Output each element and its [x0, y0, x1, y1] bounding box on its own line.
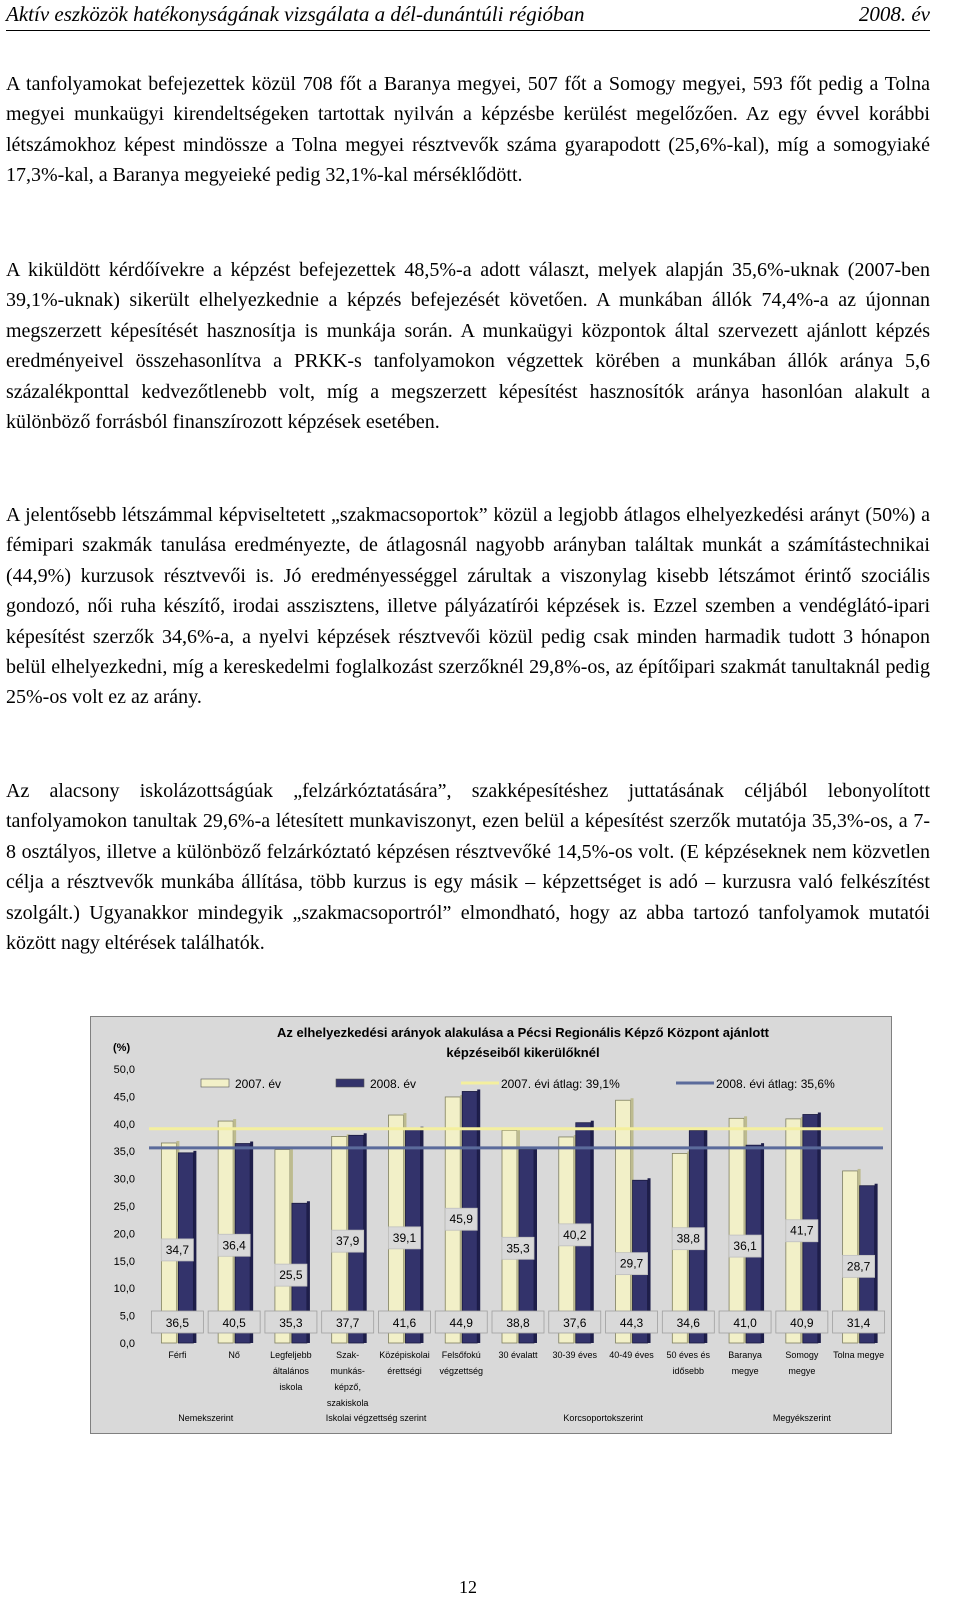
category-label: munkás- — [330, 1366, 365, 1376]
data-label-2007: 38,8 — [506, 1316, 530, 1330]
data-label-2008: 28,7 — [846, 1259, 871, 1274]
y-tick-label: 15,0 — [113, 1255, 135, 1268]
y-tick-label: 25,0 — [113, 1201, 135, 1213]
data-label-2007: 37,6 — [563, 1316, 587, 1330]
running-header — [6, 0, 930, 31]
data-label-2008: 38,8 — [676, 1231, 700, 1246]
bar-side-shade — [420, 1127, 423, 1343]
y-tick-label: 0,0 — [119, 1338, 135, 1350]
category-label: idősebb — [672, 1366, 705, 1376]
category-label: 50 éves és — [666, 1350, 711, 1360]
data-label-2007: 37,7 — [336, 1316, 360, 1330]
data-label-2007: 34,6 — [676, 1316, 700, 1330]
category-label: 40-49 éves — [609, 1350, 654, 1360]
data-label-2007: 41,0 — [733, 1316, 757, 1330]
legend-item-2008-swatch — [336, 1079, 364, 1087]
category-label: Tolna megye — [833, 1350, 885, 1360]
data-label-2008: 29,7 — [619, 1256, 644, 1271]
data-label-2008: 37,9 — [336, 1234, 360, 1249]
data-label-2008: 36,4 — [222, 1238, 246, 1253]
group-label: Iskolai végzettség szerint — [325, 1413, 427, 1423]
paragraph-2: A kiküldött kérdőívekre a képzést befejezettek 48,5%-a adott választ, melyek alapján 35,6%-uknak (2007-ben 39,1%-uknak) sikerült elhelyezkednie a képzés befejezését követően. A munkában állók 74,4%-a az újonnan megszerzett képesítését hasznosítja is munkája során. A munkaügyi központok által szervezett ajánlott képzés eredményeivel összehasonlítva a PRKK-s tanfolyamokon végzettek körében a munkában állók aránya 5,6 százalékponttal kedvezőtlenebb volt, míg a megszerzett képesítést hasznosítók aránya hasonlóan alakult a különböző forrásból finanszírozott képzések esetében. — [6, 259, 930, 434]
category-label: Somogy — [785, 1350, 819, 1360]
y-tick-label: 35,0 — [113, 1146, 135, 1159]
group-label: Megyékszerint — [772, 1413, 831, 1423]
data-label-2007: 36,5 — [165, 1316, 190, 1330]
chart-svg — [91, 1017, 891, 1433]
legend-item-avg-2008-label: 2008. évi átlag: 35,6% — [716, 1077, 835, 1091]
y-tick-label: 30,0 — [113, 1173, 135, 1186]
bar-chart — [90, 1016, 892, 1434]
paragraph-4: Az alacsony iskolázottságúak „felzárkóztatására”, szakképesítéshez juttatásának céljából lebonyolított tanfolyamokon tanultak 29,6%-a létesített munkaviszonyt, ezen belül a képesítést szerzők mutatója 35,3%-os, a 7-8 osztályos, illetve a különböző felzárkóztató képzésen résztvevőké 14,5%-os volt. (E képzéseknek nem közvetlen célja a résztvevők munkába állítása, több kurzus is egy másik – képzettséget is adó – kurzusra való felkészítést szolgált.) Ugyanakkor mindegyik „szakmacsoportról” elmondható, hogy az abba tartozó tanfolyamok mutatói között nagy eltérések találhatók. — [6, 780, 930, 955]
category-label: 30-39 éves — [552, 1350, 598, 1360]
data-label-2008: 40,2 — [563, 1227, 587, 1242]
data-label-2007: 40,9 — [790, 1316, 814, 1330]
chart-title-line-2: képzéseiből kikerülőknél — [446, 1045, 600, 1060]
y-tick-label: 45,0 — [113, 1091, 135, 1104]
data-label-2008: 45,9 — [449, 1212, 473, 1227]
data-label-2007: 44,3 — [619, 1316, 644, 1330]
data-label-2007: 31,4 — [846, 1316, 871, 1330]
page-number: 12 — [459, 1577, 477, 1597]
legend-item-2007-swatch — [201, 1079, 229, 1087]
paragraph-3: A jelentősebb létszámmal képviseltetett „szakmacsoportok” közül a legjobb átlagos elhelyezkedési arányt (50%) a fémipari szakmák tanulása eredményezte, de átlagosnál nagyobb arányban találtak munkát a számítástechnikai (44,9%) kurzusok résztvevői is. Jó eredményességgel zárultak a viszonylag kisebb létszámot érintő szociális gondozó, női ruha készítő, irodai asszisztens, illetve pályázatírói képzések is. Ezzel szemben a vendéglátó-ipari képesítést szerzők 34,6%-a, a nyelvi képzések résztvevői közül pedig csak minden harmadik tudott 3 hónapon belül elhelyezkedni, míg a kereskedelmi foglalkozást szerzőknél 29,8%-os, az építőipari szakmát tanultaknál pedig 25%-os volt ez az arány. — [6, 504, 930, 709]
chart-title-line-1: Az elhelyezkedési arányok alakulása a Pécsi Regionális Képző Központ ajánlott — [276, 1025, 770, 1040]
data-label-2007: 44,9 — [449, 1316, 473, 1330]
category-label: megye — [731, 1366, 759, 1376]
category-label: Férfi — [168, 1350, 187, 1360]
legend-item-avg-2007-label: 2007. évi átlag: 39,1% — [501, 1077, 620, 1091]
y-tick-label: 5,0 — [119, 1310, 135, 1323]
category-label: Legfeljebb — [270, 1350, 312, 1360]
category-label: szakiskola — [326, 1398, 369, 1408]
header-title: Aktív eszközök hatékonyságának vizsgálata a dél-dunántúli régióban — [6, 2, 585, 26]
paragraph-1: A tanfolyamokat befejezettek közül 708 főt a Baranya megyei, 507 főt a Somogy megyei, 593 főt pedig a Tolna megyei munkaügyi kirendeltségeken tartottak nyilván a képzésbe kerülést megelőzően. Az egy évvel korábbi létszámokhoz képest mindössze a Tolna megyei résztvevők száma gyarapodott (25,6%-kal), míg a somogyiaké 17,3%-kal, a Baranya megyeieké pedig 32,1%-kal mérséklődött. — [6, 73, 930, 187]
data-label-2008: 39,1 — [392, 1230, 417, 1245]
category-label: megye — [788, 1366, 816, 1376]
data-label-2007: 35,3 — [279, 1316, 303, 1330]
category-label: általános — [272, 1366, 309, 1376]
category-label: érettségi — [387, 1366, 422, 1376]
data-label-2008: 41,7 — [790, 1223, 814, 1238]
legend-item-2008-label: 2008. év — [370, 1077, 417, 1091]
data-label-2007: 40,5 — [222, 1316, 246, 1330]
legend-item-2007-label: 2007. év — [235, 1077, 282, 1091]
category-label: 30 évalatt — [498, 1350, 538, 1360]
data-label-2008: 36,1 — [733, 1239, 757, 1254]
data-label-2007: 41,6 — [392, 1316, 417, 1330]
data-label-2008: 34,7 — [165, 1242, 190, 1257]
category-label: Nő — [228, 1350, 240, 1360]
y-tick-label: 50,0 — [113, 1064, 135, 1076]
category-label: Felsőfokú — [441, 1350, 481, 1360]
category-label: Szak- — [336, 1350, 360, 1360]
group-label: Korcsoportokszerint — [563, 1413, 643, 1423]
bar-2007 — [616, 1100, 631, 1343]
y-tick-label: 20,0 — [113, 1228, 135, 1241]
bar-2007 — [729, 1118, 744, 1343]
group-label: Nemekszerint — [178, 1413, 234, 1423]
category-label: képző, — [334, 1382, 361, 1392]
category-label: Középiskolai — [379, 1350, 430, 1360]
category-label: Baranya — [728, 1350, 762, 1360]
bar-2007 — [218, 1121, 233, 1343]
y-tick-label: 10,0 — [113, 1283, 135, 1296]
data-label-2008: 25,5 — [279, 1268, 303, 1283]
category-label: végzettség — [439, 1366, 483, 1376]
y-tick-label: 40,0 — [113, 1118, 135, 1131]
bar-side-shade — [591, 1121, 594, 1343]
header-year: 2008. év — [858, 2, 930, 26]
category-label: iskola — [279, 1382, 303, 1392]
y-axis-unit: (%) — [113, 1042, 131, 1054]
data-label-2008: 35,3 — [506, 1241, 530, 1256]
